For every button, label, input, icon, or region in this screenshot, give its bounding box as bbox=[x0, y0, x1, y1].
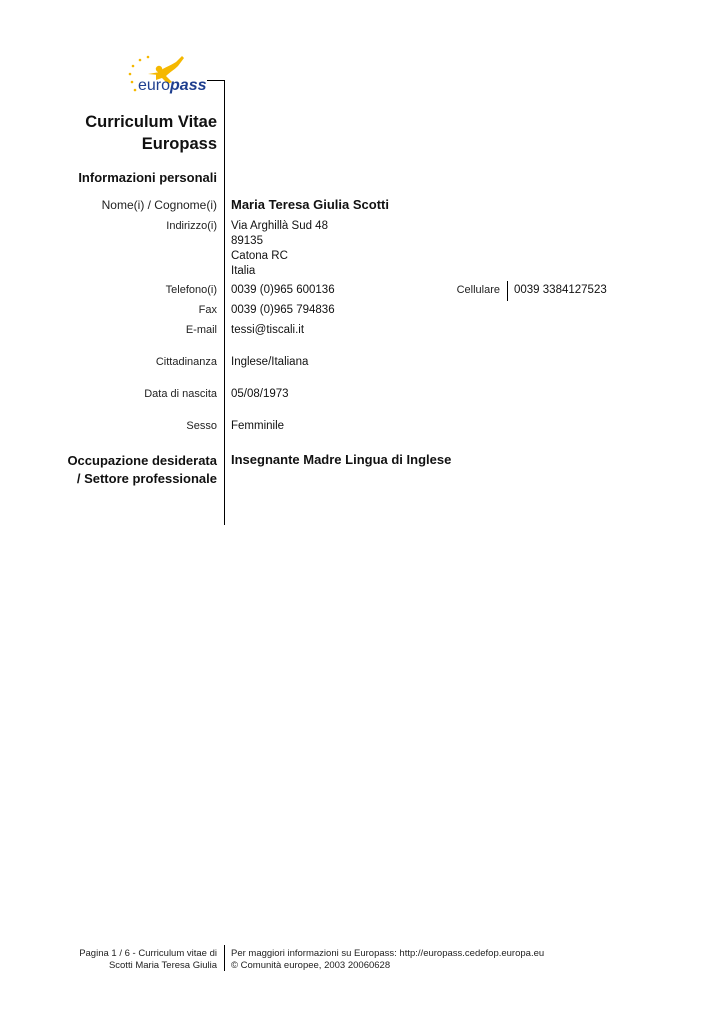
europass-logo bbox=[126, 52, 226, 100]
footer-separator bbox=[224, 945, 225, 971]
address-label: Indirizzo(i) bbox=[166, 220, 217, 232]
citizenship-label: Cittadinanza bbox=[155, 356, 217, 368]
address-line: Italia bbox=[231, 265, 256, 277]
sex-label: Sesso bbox=[186, 420, 217, 432]
footer-right bbox=[231, 948, 544, 972]
fax-label: Fax bbox=[198, 304, 217, 316]
occupation-label bbox=[67, 452, 217, 488]
occupation-label-line2: / Settore professionale bbox=[76, 471, 217, 486]
name-label: Nome(i) / Cognome(i) bbox=[101, 198, 217, 212]
sex-value: Femminile bbox=[231, 420, 285, 432]
logo-underline bbox=[207, 80, 225, 81]
fax-value: 0039 (0)965 794836 bbox=[231, 304, 335, 316]
citizenship-value: Inglese/Italiana bbox=[231, 356, 309, 368]
address-line: Catona RC bbox=[231, 250, 288, 262]
footer-page-info: Pagina 1 / 6 - Curriculum vitae di bbox=[79, 948, 217, 959]
cv-title bbox=[85, 111, 217, 155]
mobile-value: 0039 3384127523 bbox=[514, 284, 607, 296]
name-value: Maria Teresa Giulia Scotti bbox=[231, 197, 389, 212]
footer-more-info[interactable]: Per maggiori informazioni su Europass: http://europass.cedefop.europa.eu bbox=[231, 948, 545, 959]
footer-left bbox=[79, 948, 217, 972]
birth-date-label: Data di nascita bbox=[144, 388, 217, 400]
address-line: 89135 bbox=[231, 235, 263, 247]
logo-text-pass: pass bbox=[170, 77, 207, 94]
birth-date-value: 05/08/1973 bbox=[231, 388, 289, 400]
mobile-label: Cellulare bbox=[456, 284, 500, 296]
footer-author: Scotti Maria Teresa Giulia bbox=[108, 960, 217, 971]
footer-copyright: © Comunità europee, 2003 20060628 bbox=[231, 960, 391, 971]
phone-value: 0039 (0)965 600136 bbox=[231, 284, 335, 296]
phone-label: Telefono(i) bbox=[165, 284, 217, 296]
email-label: E-mail bbox=[185, 324, 217, 336]
occupation-value: Insegnante Madre Lingua di Inglese bbox=[231, 452, 452, 467]
email-value[interactable]: tessi@tiscali.it bbox=[231, 324, 305, 336]
address-line: Via Arghillà Sud 48 bbox=[231, 220, 328, 232]
cv-title-line2: Europass bbox=[141, 135, 217, 153]
section-personal-info: Informazioni personali bbox=[78, 170, 217, 185]
cv-title-line1: Curriculum Vitae bbox=[85, 113, 217, 131]
mobile-separator bbox=[507, 281, 508, 301]
occupation-label-line1: Occupazione desiderata bbox=[67, 453, 217, 468]
address-block bbox=[231, 219, 328, 279]
main-column-separator bbox=[224, 80, 225, 525]
logo-text-euro: euro bbox=[138, 77, 171, 94]
